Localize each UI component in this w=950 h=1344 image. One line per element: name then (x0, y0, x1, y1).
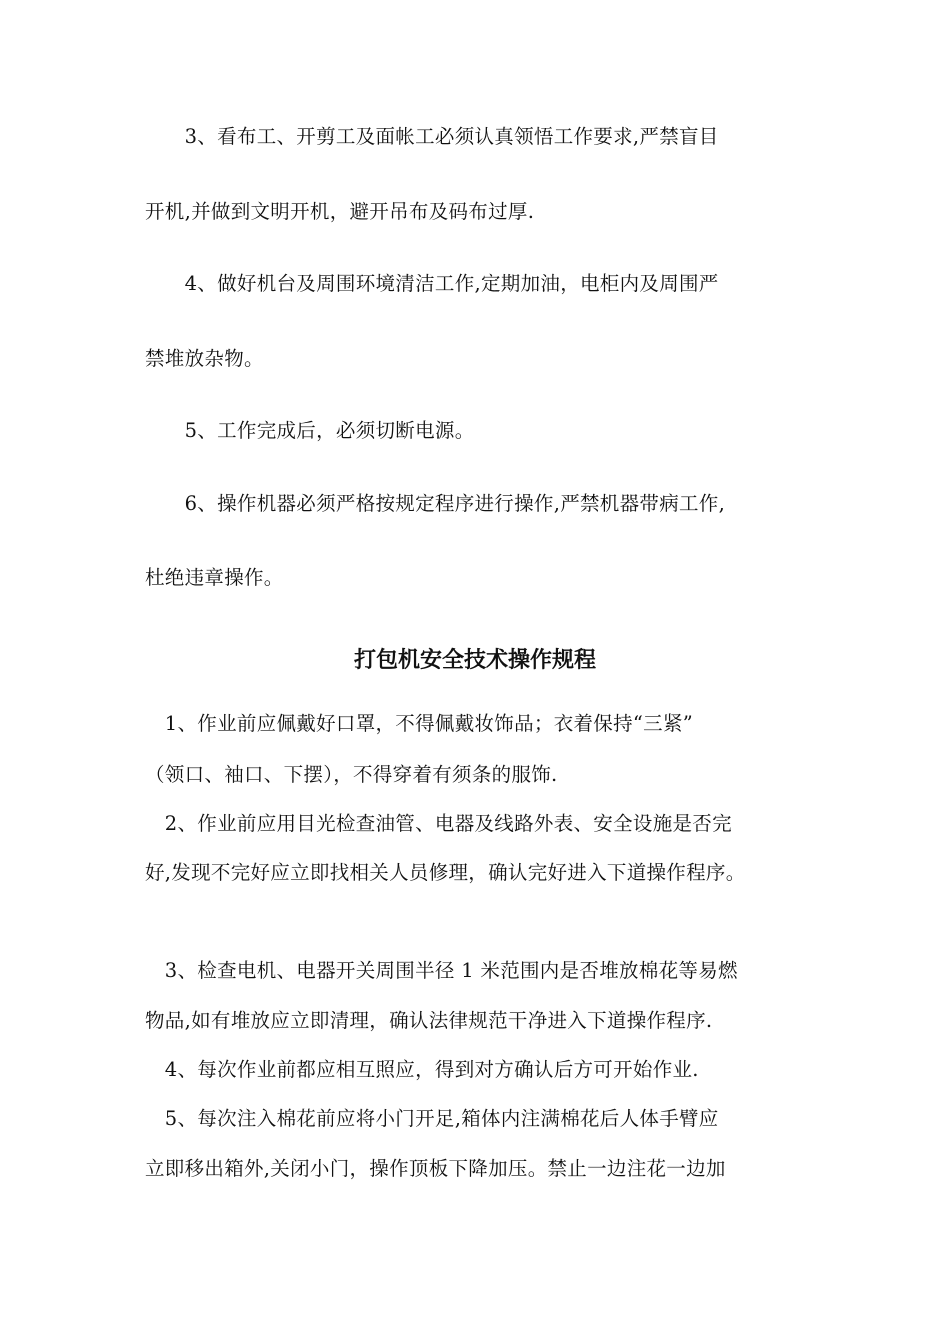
paragraph-line: 好,发现不完好应立即找相关人员修理，确认完好进入下道操作程序。 (145, 861, 746, 884)
paragraph-line: 5、每次注入棉花前应将小门开足,箱体内注满棉花后人体手臂应 (145, 1107, 719, 1130)
paragraph-line: 6、操作机器必须严格按规定程序进行操作,严禁机器带病工作, (145, 492, 726, 515)
paragraph-line: 物品,如有堆放应立即清理，确认法律规范干净进入下道操作程序. (145, 1009, 713, 1032)
paragraph-line: 杜绝违章操作。 (145, 566, 284, 589)
paragraph-line: 5、工作完成后，必须切断电源。 (145, 419, 475, 442)
paragraph-line: 禁堆放杂物。 (145, 347, 264, 370)
paragraph-line: 1、作业前应佩戴好口罩，不得佩戴妆饰品；衣着保持“三紧” (145, 712, 694, 735)
section-title: 打包机安全技术操作规程 (353, 648, 596, 673)
paragraph-line: 4、做好机台及周围环境清洁工作,定期加油，电柜内及周围严 (145, 272, 719, 295)
paragraph-line: 立即移出箱外,关闭小门，操作顶板下降加压。禁止一边注花一边加 (145, 1157, 726, 1180)
paragraph-line: 4、每次作业前都应相互照应，得到对方确认后方可开始作业. (145, 1058, 699, 1081)
paragraph-line: 3、检查电机、电器开关周围半径 1 米范围内是否堆放棉花等易燃 (145, 959, 738, 982)
paragraph-line: 2、作业前应用目光检查油管、电器及线路外表、安全设施是否完 (145, 812, 732, 835)
paragraph-line: （领口、袖口、下摆），不得穿着有须条的服饰. (145, 763, 558, 786)
paragraph-line: 3、看布工、开剪工及面帐工必须认真领悟工作要求,严禁盲目 (145, 125, 719, 148)
paragraph-line: 开机,并做到文明开机，避开吊布及码布过厚. (145, 200, 535, 223)
